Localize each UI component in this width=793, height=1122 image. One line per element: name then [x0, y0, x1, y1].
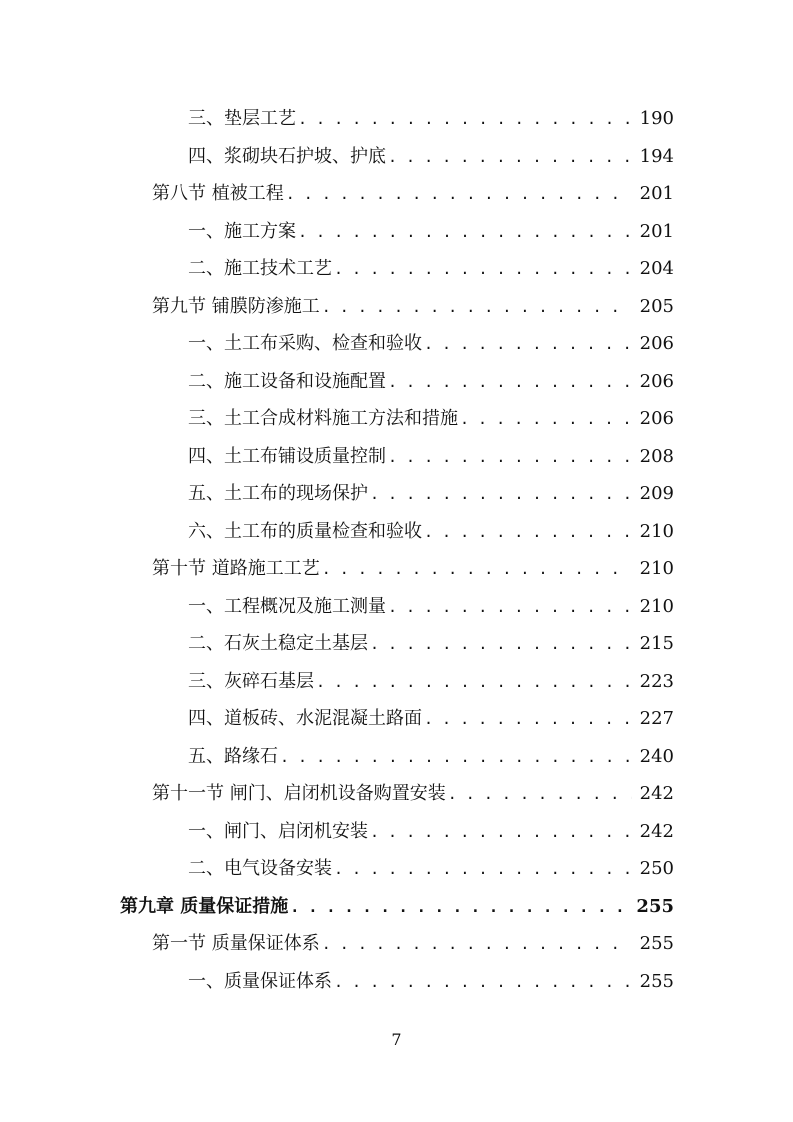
toc-entry[interactable] — [188, 704, 674, 734]
toc-dot-leader — [320, 292, 632, 322]
toc-entry[interactable] — [188, 667, 674, 697]
toc-entry[interactable] — [152, 554, 674, 584]
toc-entry-page: 205 — [639, 295, 674, 317]
toc-dot-leader — [284, 179, 632, 209]
toc-entry-title: 五、路缘石 — [188, 745, 278, 767]
toc-entry-page: 194 — [639, 145, 674, 167]
toc-dot-leader — [288, 892, 628, 922]
toc-entry-title: 第八节 植被工程 — [152, 183, 284, 204]
toc-entry-page: 210 — [639, 558, 674, 579]
toc-entry-title: 一、工程概况及施工测量 — [188, 595, 386, 617]
toc-entry-title: 六、土工布的质量检查和验收 — [188, 520, 422, 542]
toc-entry-title: 二、施工技术工艺 — [188, 258, 332, 279]
toc-dot-leader — [368, 629, 632, 659]
toc-entry-title: 四、浆砌块石护坡、护底 — [188, 145, 386, 167]
toc-dot-leader — [422, 517, 632, 547]
toc-entry-title: 二、电气设备安装 — [188, 858, 332, 879]
toc-entry[interactable] — [188, 104, 674, 134]
toc-entry-page: 210 — [639, 520, 674, 542]
page-number: 7 — [391, 1030, 402, 1049]
toc-entry-title: 三、灰碎石基层 — [188, 670, 314, 692]
toc-entry-title: 二、石灰土稳定土基层 — [188, 633, 368, 654]
toc-entry[interactable] — [188, 967, 674, 997]
toc-entry[interactable] — [188, 367, 674, 397]
toc-entry[interactable] — [188, 142, 674, 172]
toc-dot-leader — [296, 104, 632, 134]
toc-entry[interactable] — [188, 254, 674, 284]
toc-entry-page: 190 — [639, 108, 674, 129]
toc-entry-title: 五、土工布的现场保护 — [188, 483, 368, 504]
toc-entry-title: 三、垫层工艺 — [188, 108, 296, 129]
toc-dot-leader — [422, 329, 632, 359]
toc-entry[interactable] — [188, 479, 674, 509]
toc-entry[interactable] — [152, 929, 674, 959]
toc-entry-title: 第九章 质量保证措施 — [120, 895, 289, 917]
toc-entry-title: 一、施工方案 — [188, 220, 296, 242]
toc-dot-leader — [314, 667, 632, 697]
toc-entry-page: 255 — [639, 970, 674, 992]
toc-dot-leader — [386, 442, 632, 472]
toc-entry-page: 201 — [639, 183, 674, 204]
toc-dot-leader — [278, 742, 632, 772]
toc-chapter-entry[interactable] — [120, 892, 674, 922]
toc-entry-page: 210 — [639, 595, 674, 617]
toc-entry-page: 206 — [639, 370, 674, 392]
toc-entry-page: 255 — [636, 895, 674, 917]
toc-entry-title: 一、质量保证体系 — [188, 970, 332, 992]
toc-entry[interactable] — [188, 742, 674, 772]
toc-entry-page: 204 — [639, 258, 674, 279]
toc-entry-page: 215 — [639, 633, 674, 654]
toc-entry-page: 242 — [639, 783, 674, 804]
toc-entry-title: 第十节 道路施工工艺 — [152, 558, 320, 579]
toc-dot-leader — [386, 142, 632, 172]
toc-entry-page: 209 — [639, 483, 674, 504]
toc-entry-title: 四、道板砖、水泥混凝土路面 — [188, 708, 422, 729]
toc-dot-leader — [332, 854, 632, 884]
toc-dot-leader — [296, 217, 632, 247]
toc-entry[interactable] — [188, 442, 674, 472]
toc-entry[interactable] — [152, 179, 674, 209]
toc-entry[interactable] — [188, 854, 674, 884]
toc-dot-leader — [332, 254, 632, 284]
toc-dot-leader — [458, 404, 632, 434]
toc-dot-leader — [422, 704, 632, 734]
toc-dot-leader — [368, 479, 632, 509]
toc-entry[interactable] — [188, 592, 674, 622]
toc-dot-leader — [332, 967, 632, 997]
toc-entry-page: 242 — [639, 820, 674, 842]
toc-entry-page: 250 — [639, 858, 674, 879]
toc-entry-page: 240 — [639, 745, 674, 767]
toc-entry-page: 206 — [639, 333, 674, 354]
toc-entry-page: 227 — [639, 708, 674, 729]
toc-entry-title: 一、闸门、启闭机安装 — [188, 820, 368, 842]
toc-entry[interactable] — [152, 292, 674, 322]
toc-entry[interactable] — [188, 817, 674, 847]
toc-dot-leader — [386, 592, 632, 622]
toc-entry[interactable] — [152, 779, 674, 809]
toc-dot-leader — [320, 554, 632, 584]
toc-entry-title: 第一节 质量保证体系 — [152, 933, 320, 954]
toc-entry-page: 206 — [639, 408, 674, 429]
toc-entry-page: 223 — [639, 670, 674, 692]
toc-entry[interactable] — [188, 517, 674, 547]
toc-dot-leader — [320, 929, 632, 959]
toc-entry[interactable] — [188, 404, 674, 434]
toc-entry-title: 四、土工布铺设质量控制 — [188, 445, 386, 467]
toc-entry-title: 三、土工合成材料施工方法和措施 — [188, 408, 458, 429]
toc-entry[interactable] — [188, 329, 674, 359]
toc-entry-title: 第十一节 闸门、启闭机设备购置安装 — [152, 783, 446, 804]
toc-entry-title: 二、施工设备和设施配置 — [188, 370, 386, 392]
toc-dot-leader — [446, 779, 632, 809]
toc-entry-title: 第九节 铺膜防渗施工 — [152, 295, 320, 317]
toc-entry[interactable] — [188, 217, 674, 247]
toc-entry-title: 一、土工布采购、检查和验收 — [188, 333, 422, 354]
toc-entry-page: 201 — [639, 220, 674, 242]
toc-dot-leader — [368, 817, 632, 847]
toc-entry-page: 255 — [639, 933, 674, 954]
toc-entry[interactable] — [188, 629, 674, 659]
toc-entry-page: 208 — [639, 445, 674, 467]
toc-dot-leader — [386, 367, 632, 397]
